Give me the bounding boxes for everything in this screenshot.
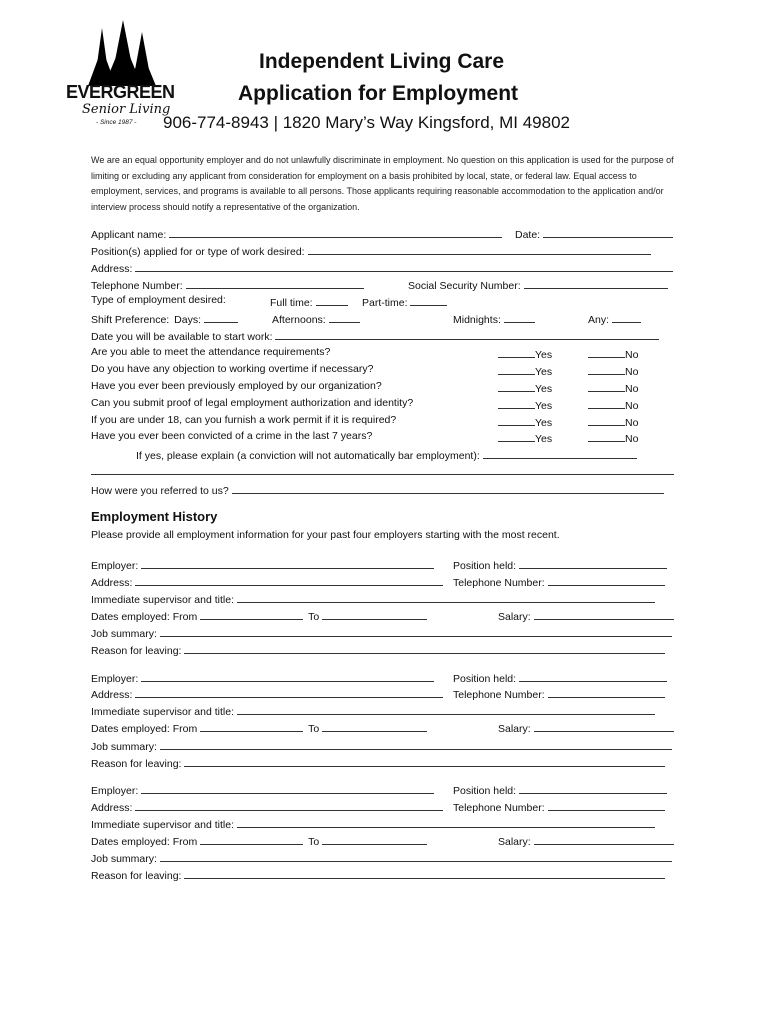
midnights-field[interactable] [504, 311, 535, 323]
supervisor-field[interactable] [237, 591, 655, 603]
employer-address-row: Address: [91, 799, 443, 814]
reason-leaving-field[interactable] [184, 867, 665, 879]
start-date-label: Date you will be available to start work: [91, 331, 273, 343]
date-field[interactable] [543, 226, 673, 238]
conviction-explain-row [136, 447, 637, 462]
days-label: Days: [174, 314, 201, 326]
job-summary-row: Job summary: [91, 738, 672, 753]
question-yes[interactable]: Yes [498, 414, 552, 429]
employer-address-row: Address: [91, 686, 443, 701]
dates-from-row: Dates employed: From To [91, 720, 427, 735]
intro-text: We are an equal opportunity employer and do not unlawfully discriminate in employment. No question on this application is used for the purpose of limiting or excluding any applicant from consideration for employment on a basis prohibited by local, state, or federal law. Equal access to employment, services, and programs is available to all persons. Those applicants requiring reasonable accommodation to the application and/or interview process should notify a representative of the organization. [91, 155, 674, 212]
dates-from-row: Dates employed: From To [91, 833, 427, 848]
position-held-field[interactable] [519, 782, 667, 794]
company-logo [66, 18, 176, 133]
job-summary-field[interactable] [160, 850, 672, 862]
afternoons-row [272, 311, 360, 326]
dates-from-row: Dates employed: From To [91, 608, 427, 623]
logo-since: - Since 1987 - [96, 119, 137, 126]
supervisor-row: Immediate supervisor and title: [91, 816, 655, 831]
question-yes[interactable]: Yes [498, 363, 552, 378]
employer-address-row: Address: [91, 574, 443, 589]
applicant-name-row [91, 226, 502, 241]
ssn-label: Social Security Number: [408, 280, 521, 292]
page-title-line2: Application for Employment [238, 82, 519, 105]
address-row [91, 260, 673, 275]
question-text: Have you ever been convicted of a crime in the last 7 years? [91, 430, 373, 442]
supervisor-field[interactable] [237, 816, 655, 828]
afternoons-label: Afternoons: [272, 314, 326, 326]
telephone-label: Telephone Number: [91, 280, 183, 292]
telephone-field[interactable] [186, 277, 364, 289]
question-no[interactable]: No [588, 363, 638, 378]
equal-opportunity-statement [91, 153, 683, 215]
question-text: If you are under 18, can you furnish a work permit if it is required? [91, 414, 397, 426]
address-field[interactable] [135, 260, 673, 272]
question-yes[interactable]: Yes [498, 430, 552, 445]
question-text: Have you ever been previously employed by our organization? [91, 380, 382, 392]
pine-trees-icon [66, 18, 176, 88]
start-date-row [91, 328, 659, 343]
question-no[interactable]: No [588, 397, 638, 412]
salary-row: Salary: [498, 608, 674, 623]
ssn-field[interactable] [524, 277, 668, 289]
salary-row: Salary: [498, 720, 674, 735]
reason-leaving-row: Reason for leaving: [91, 867, 665, 882]
employment-history-heading: Employment History [91, 509, 218, 524]
dates-to-field[interactable] [322, 833, 427, 845]
employer-address-field[interactable] [135, 799, 443, 811]
midnights-label: Midnights: [453, 314, 501, 326]
position-field[interactable] [308, 243, 651, 255]
position-held-field[interactable] [519, 670, 667, 682]
question-text: Can you submit proof of legal employment authorization and identity? [91, 397, 414, 409]
question-no[interactable]: No [588, 414, 638, 429]
position-held-row: Position held: [453, 557, 667, 572]
employer-row: Employer: [91, 557, 434, 572]
reason-leaving-field[interactable] [184, 642, 665, 654]
any-row [588, 311, 641, 326]
question-no[interactable]: No [588, 346, 638, 361]
part-time-row [362, 294, 447, 309]
employment-history-instructions: Please provide all employment information for your past four employers starting with the most recent. [91, 529, 560, 541]
contact-info: 906-774-8943 | 1820 Mary’s Way Kingsford, MI 49802 [163, 113, 570, 132]
any-label: Any: [588, 314, 610, 326]
employer-telephone-field[interactable] [548, 686, 665, 698]
full-time-field[interactable] [316, 294, 348, 306]
question-text: Are you able to meet the attendance requirements? [91, 346, 331, 358]
salary-field[interactable] [534, 833, 674, 845]
dates-from-field[interactable] [200, 720, 303, 732]
position-row [91, 243, 651, 258]
applicant-name-label: Applicant name: [91, 229, 167, 241]
employer-field[interactable] [141, 670, 434, 682]
job-summary-row: Job summary: [91, 625, 672, 640]
shift-label: Shift Preference: [91, 314, 170, 326]
question-yes[interactable]: Yes [498, 397, 552, 412]
salary-row: Salary: [498, 833, 674, 848]
employment-type-label: Type of employment desired: [91, 294, 226, 306]
employer-telephone-row: Telephone Number: [453, 799, 665, 814]
question-text: Do you have any objection to working overtime if necessary? [91, 363, 374, 375]
logo-brand: EVERGREEN [66, 82, 175, 102]
midnights-row [453, 311, 535, 326]
any-field[interactable] [612, 311, 641, 323]
employer-address-field[interactable] [135, 574, 443, 586]
question-yes[interactable]: Yes [498, 346, 552, 361]
supervisor-field[interactable] [237, 703, 655, 715]
employer-row: Employer: [91, 782, 434, 797]
position-held-field[interactable] [519, 557, 667, 569]
question-yes[interactable]: Yes [498, 380, 552, 395]
referred-row [91, 482, 664, 497]
job-summary-row: Job summary: [91, 850, 672, 865]
employer-address-field[interactable] [135, 686, 443, 698]
dates-from-field[interactable] [200, 833, 303, 845]
position-held-row: Position held: [453, 782, 667, 797]
start-date-field[interactable] [275, 328, 659, 340]
supervisor-row: Immediate supervisor and title: [91, 591, 655, 606]
question-no[interactable]: No [588, 430, 638, 445]
page-title-line1: Independent Living Care [259, 50, 505, 73]
job-summary-field[interactable] [160, 738, 672, 750]
part-time-label: Part-time: [362, 297, 408, 309]
reason-leaving-field[interactable] [184, 755, 665, 767]
employer-telephone-field[interactable] [548, 574, 665, 586]
supervisor-row: Immediate supervisor and title: [91, 703, 655, 718]
ssn-row [408, 277, 668, 292]
date-row [515, 226, 673, 241]
referred-label: How were you referred to us? [91, 485, 229, 497]
address-label: Address: [91, 263, 133, 275]
reason-leaving-row: Reason for leaving: [91, 755, 665, 770]
conviction-explain-field[interactable] [483, 447, 637, 459]
employer-field[interactable] [141, 557, 434, 569]
full-time-row [270, 294, 348, 309]
employer-row: Employer: [91, 670, 434, 685]
question-no[interactable]: No [588, 380, 638, 395]
employer-telephone-row: Telephone Number: [453, 686, 665, 701]
salary-field[interactable] [534, 608, 674, 620]
full-time-label: Full time: [270, 297, 313, 309]
logo-tagline: Senior Living [82, 102, 171, 117]
conviction-explain-line2[interactable] [91, 474, 674, 475]
conviction-explain-label: If yes, please explain (a conviction will not automatically bar employment): [136, 450, 480, 462]
position-held-row: Position held: [453, 670, 667, 685]
salary-field[interactable] [534, 720, 674, 732]
position-label: Position(s) applied for or type of work desired: [91, 246, 305, 258]
shift-preference-row [91, 311, 238, 326]
telephone-row [91, 277, 364, 292]
dates-to-field[interactable] [322, 608, 427, 620]
dates-from-field[interactable] [200, 608, 303, 620]
job-summary-field[interactable] [160, 625, 672, 637]
days-field[interactable] [204, 311, 238, 323]
employer-field[interactable] [141, 782, 434, 794]
applicant-name-field[interactable] [169, 226, 502, 238]
reason-leaving-row: Reason for leaving: [91, 642, 665, 657]
dates-to-field[interactable] [322, 720, 427, 732]
employer-telephone-field[interactable] [548, 799, 665, 811]
afternoons-field[interactable] [329, 311, 360, 323]
part-time-field[interactable] [410, 294, 447, 306]
referred-field[interactable] [232, 482, 664, 494]
employer-telephone-row: Telephone Number: [453, 574, 665, 589]
date-label: Date: [515, 229, 541, 241]
